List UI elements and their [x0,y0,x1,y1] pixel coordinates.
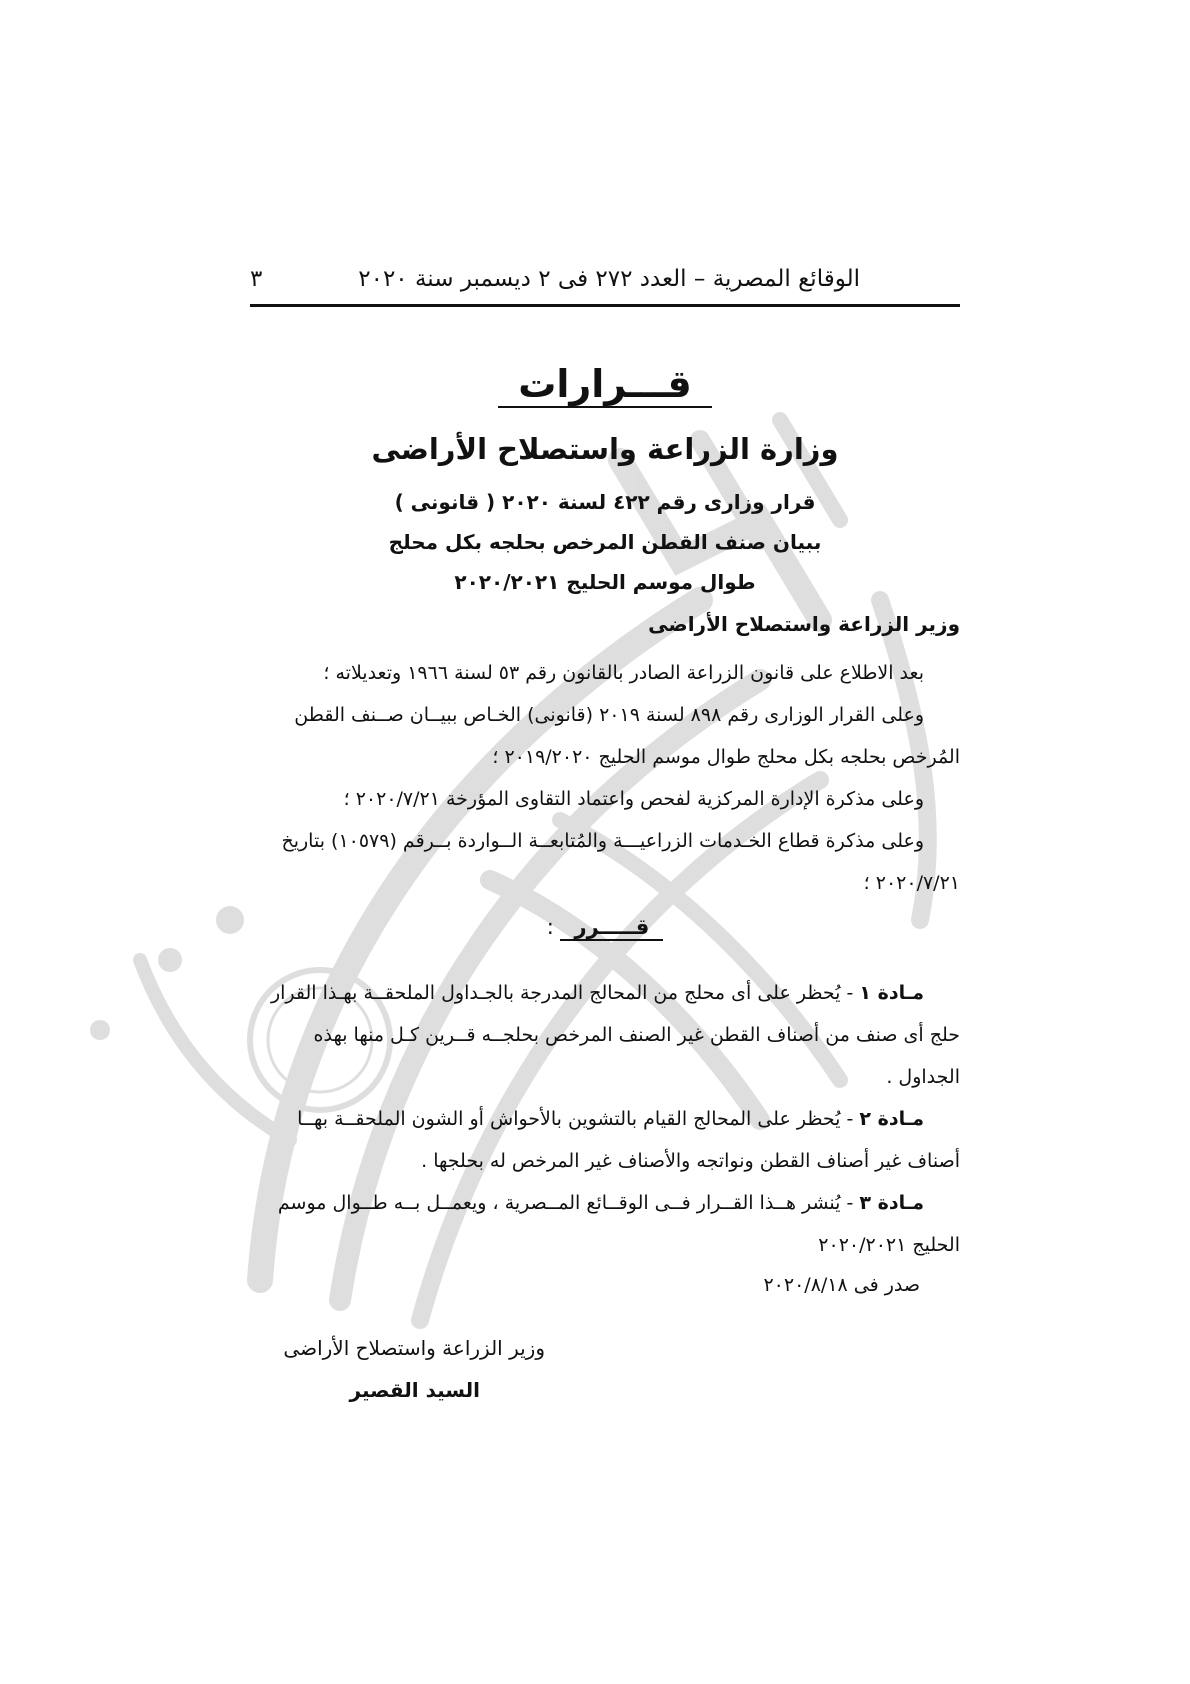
signatory-name: السيد القصير [349,1378,480,1402]
preamble-paragraph-4: وعلى مذكرة قطاع الخـدمات الزراعيـــة والمُتابعــة الــواردة بــرقم (١٠٥٧٩) بتاريخ ٢٠٢٠/٧/٢١ ؛ [281,830,960,894]
gazette-page [250,260,960,1410]
preamble-paragraph-2: وعلى القرار الوزارى رقم ٨٩٨ لسنة ٢٠١٩ (قانونى) الخـاص ببيــان صــنف القطن المُرخص بحلجه بكل محلج طوال موسم الحليج ٢٠١٩/٢٠٢٠ ؛ [294,704,960,768]
signatory-title: وزير الزراعة واستصلاح الأراضى [283,1336,545,1360]
decided-label: قـــــرر [560,915,663,941]
section-title [250,362,960,406]
article-3 [250,1182,960,1266]
article-3-label: مـادة ٣ [859,1192,924,1214]
gazette-title: الوقائع المصرية – العدد ٢٧٢ فى ٢ ديسمبر سنة ٢٠٢٠ [358,266,860,292]
article-1-text: - يُحظر على أى محلج من المحالج المدرجة بالجـداول الملحقــة بهـذا القرار حلج أى صنف من أصناف القطن غير الصنف المرخص بحلجــه قــرين كـل منها بهذه الجداول . [270,982,960,1088]
page-number: ٣ [250,266,263,292]
minister-heading: وزير الزراعة واستصلاح الأراضى [648,612,960,636]
ministry-title: وزارة الزراعة واستصلاح الأراضى [371,432,839,466]
section-title-text: قـــرارات [498,362,712,408]
article-2 [250,1098,960,1182]
decided-colon: : [546,915,554,939]
article-1-label: مـادة ١ [859,982,924,1004]
decided-heading [250,915,960,939]
article-3-text: - يُنشر هــذا القــرار فــى الوقــائع المــصرية ، ويعمــل بــه طــوال موسم الحليج ٢٠٢٠/٢٠٢١ [277,1192,960,1256]
page-header [250,260,960,307]
article-2-text: - يُحظر على المحالج القيام بالتشوين بالأحواش أو الشون الملحقــة بهــا أصناف غير أصناف القطن ونواتجه والأصناف غير المرخص له بحلجها . [297,1108,960,1172]
decree-subject-line2: طوال موسم الحليج ٢٠٢٠/٢٠٢١ [454,570,756,594]
preamble-paragraph-3: وعلى مذكرة الإدارة المركزية لفحص واعتماد التقاوى المؤرخة ٢٠٢٠/٧/٢١ ؛ [343,788,924,810]
decree-subject-line1: ببيان صنف القطن المرخص بحلجه بكل محلج [388,530,822,554]
preamble-paragraph-1: بعد الاطلاع على قانون الزراعة الصادر بالقانون رقم ٥٣ لسنة ١٩٦٦ وتعديلاته ؛ [323,662,924,684]
decree-number: قرار وزارى رقم ٤٢٢ لسنة ٢٠٢٠ ( قانونى ) [394,490,816,514]
article-1 [250,972,960,1098]
article-2-label: مـادة ٢ [859,1108,924,1130]
issue-date: صدر فى ٢٠٢٠/٨/١٨ [763,1274,920,1296]
